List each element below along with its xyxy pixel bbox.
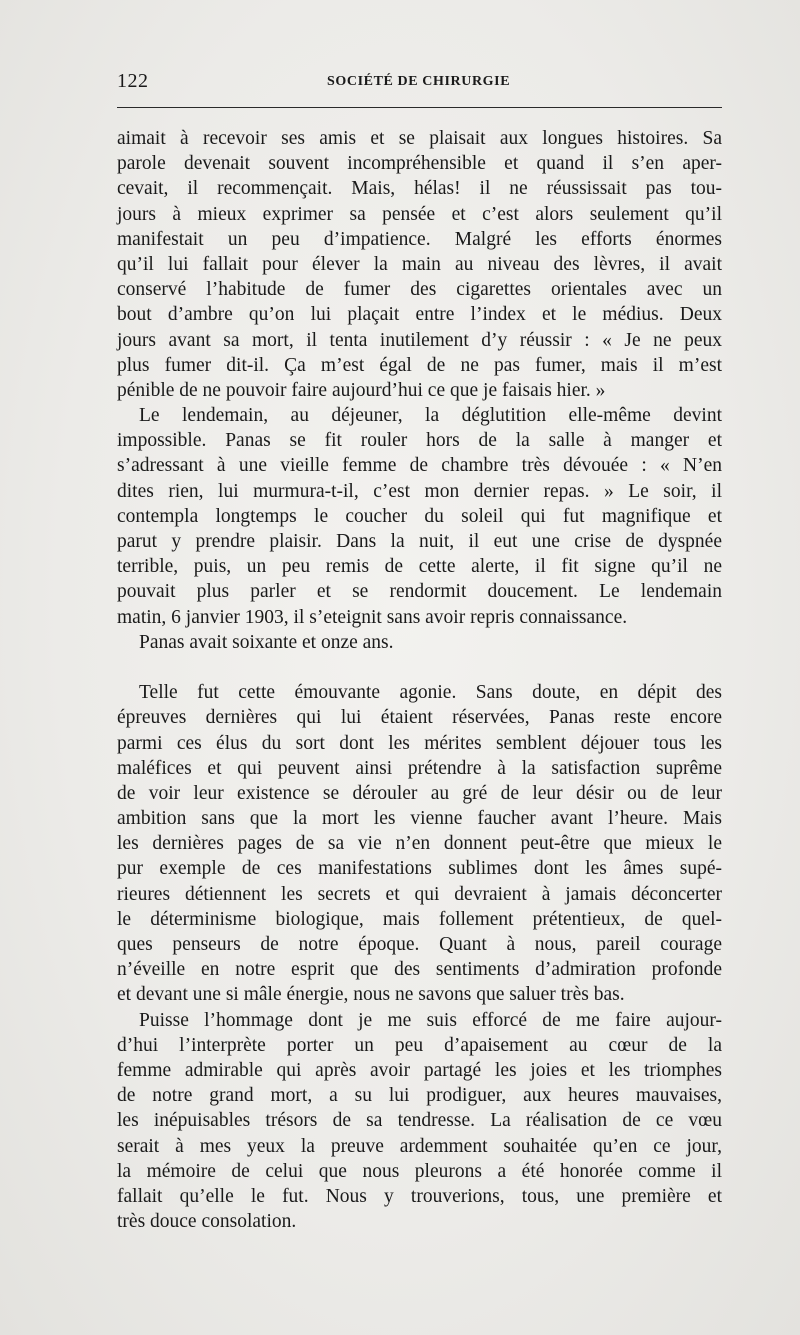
text-line: pénible de ne pouvoir faire aujourd’hui ce que je faisais hier. » — [117, 379, 606, 401]
text-line: ambition sans que la mort les vienne faucher avant l’heure. Mais — [117, 808, 722, 830]
text-line: pur exemple de ces manifestations sublimes dont les âmes supé- — [117, 858, 722, 880]
text-line: de voir leur existence se dérouler au gré de leur désir ou de leur — [117, 782, 722, 804]
text-line: les dernières pages de sa vie n’en donnent peut-être que mieux le — [117, 833, 722, 855]
running-title: SOCIÉTÉ DE CHIRURGIE — [327, 74, 511, 89]
text-line: épreuves dernières qui lui étaient réservées, Panas reste encore — [117, 707, 722, 729]
page-number: 122 — [117, 70, 149, 92]
text-line: parmi ces élus du sort dont les mérites semblent déjouer tous les — [117, 732, 722, 754]
text-line: le déterminisme biologique, mais follement prétentieux, de quel- — [117, 908, 722, 930]
text-line: maléfices et qui peuvent ainsi prétendre à la satisfaction suprême — [117, 757, 722, 779]
text-line: contempla longtemps le coucher du soleil qui fut magnifique et — [117, 505, 722, 527]
text-line: d’hui l’interprète porter un peu d’apaisement au cœur de la — [117, 1034, 722, 1056]
text-line: plus fumer dit-il. Ça m’est égal de ne pas fumer, mais il m’est — [117, 354, 722, 376]
text-line: rieures détiennent les secrets et qui devraient à jamais déconcerter — [117, 883, 722, 905]
text-line: très douce consolation. — [117, 1211, 297, 1233]
text-line: fallait qu’elle le fut. Nous y trouverions, tous, une première et — [117, 1185, 722, 1207]
text-line: de notre grand mort, a su lui prodiguer, aux heures mauvaises, — [117, 1085, 722, 1107]
page-header — [117, 70, 722, 98]
text-line: femme admirable qui après avoir partagé les joies et les triomphes — [117, 1059, 722, 1081]
text-line: la mémoire de celui que nous pleurons a été honorée comme il — [117, 1160, 722, 1182]
text-line: parole devenait souvent incompréhensible et quand il s’en aper- — [117, 153, 722, 175]
text-line: cevait, il recommençait. Mais, hélas! il ne réussissait pas tou- — [117, 178, 722, 200]
text-line: conservé l’habitude de fumer des cigarettes orientales avec un — [117, 279, 722, 301]
text-line: jours à mieux exprimer sa pensée et c’est alors seulement qu’il — [117, 203, 722, 225]
text-line: serait à mes yeux la preuve ardemment souhaitée qu’en ce jour, — [117, 1135, 722, 1157]
text-line: Telle fut cette émouvante agonie. Sans doute, en dépit des — [139, 682, 722, 704]
text-line: manifestait un peu d’impatience. Malgré les efforts énormes — [117, 228, 722, 250]
text-line: ques penseurs de notre époque. Quant à nous, pareil courage — [117, 934, 722, 955]
text-line: bout d’ambre qu’on lui plaçait entre l’index et le médius. Deux — [117, 304, 722, 326]
text-line: n’éveille en notre esprit que des sentiments d’admiration profonde — [117, 959, 722, 981]
text-line: s’adressant à une vieille femme de chambre très dévouée : « N’en — [117, 455, 722, 477]
text-line: les inépuisables trésors de sa tendresse. La réalisation de ce vœu — [117, 1110, 722, 1132]
text-line: matin, 6 janvier 1903, il s’eteignit sans avoir repris connaissance. — [117, 606, 628, 628]
text-line: pouvait plus parler et se rendormit doucement. Le lendemain — [117, 581, 722, 603]
text-line: parut y prendre plaisir. Dans la nuit, il eut une crise de dyspnée — [117, 531, 722, 552]
body-text — [117, 126, 722, 1234]
text-line: qu’il lui fallait pour élever la main au niveau des lèvres, il avait — [117, 253, 722, 275]
text-line: Panas avait soixante et onze ans. — [139, 631, 394, 653]
section-gap — [117, 655, 722, 680]
text-line: jours avant sa mort, il tenta inutilement d’y réussir : « Je ne peux — [117, 329, 722, 351]
text-line: aimait à recevoir ses amis et se plaisait aux longues histoires. Sa — [117, 128, 722, 149]
text-line: Puisse l’hommage dont je me suis efforcé de me faire aujour- — [139, 1009, 722, 1031]
text-line: et devant une si mâle énergie, nous ne savons que saluer très bas. — [117, 984, 625, 1006]
text-line: Le lendemain, au déjeuner, la déglutition elle-même devint — [139, 405, 722, 427]
text-line: terrible, puis, un peu remis de cette alerte, il fit signe qu’il ne — [117, 556, 722, 578]
header-rule — [117, 107, 722, 108]
text-line: dites rien, lui murmura-t-il, c’est mon dernier repas. » Le soir, il — [117, 480, 722, 502]
text-line: impossible. Panas se fit rouler hors de la salle à manger et — [117, 430, 722, 452]
